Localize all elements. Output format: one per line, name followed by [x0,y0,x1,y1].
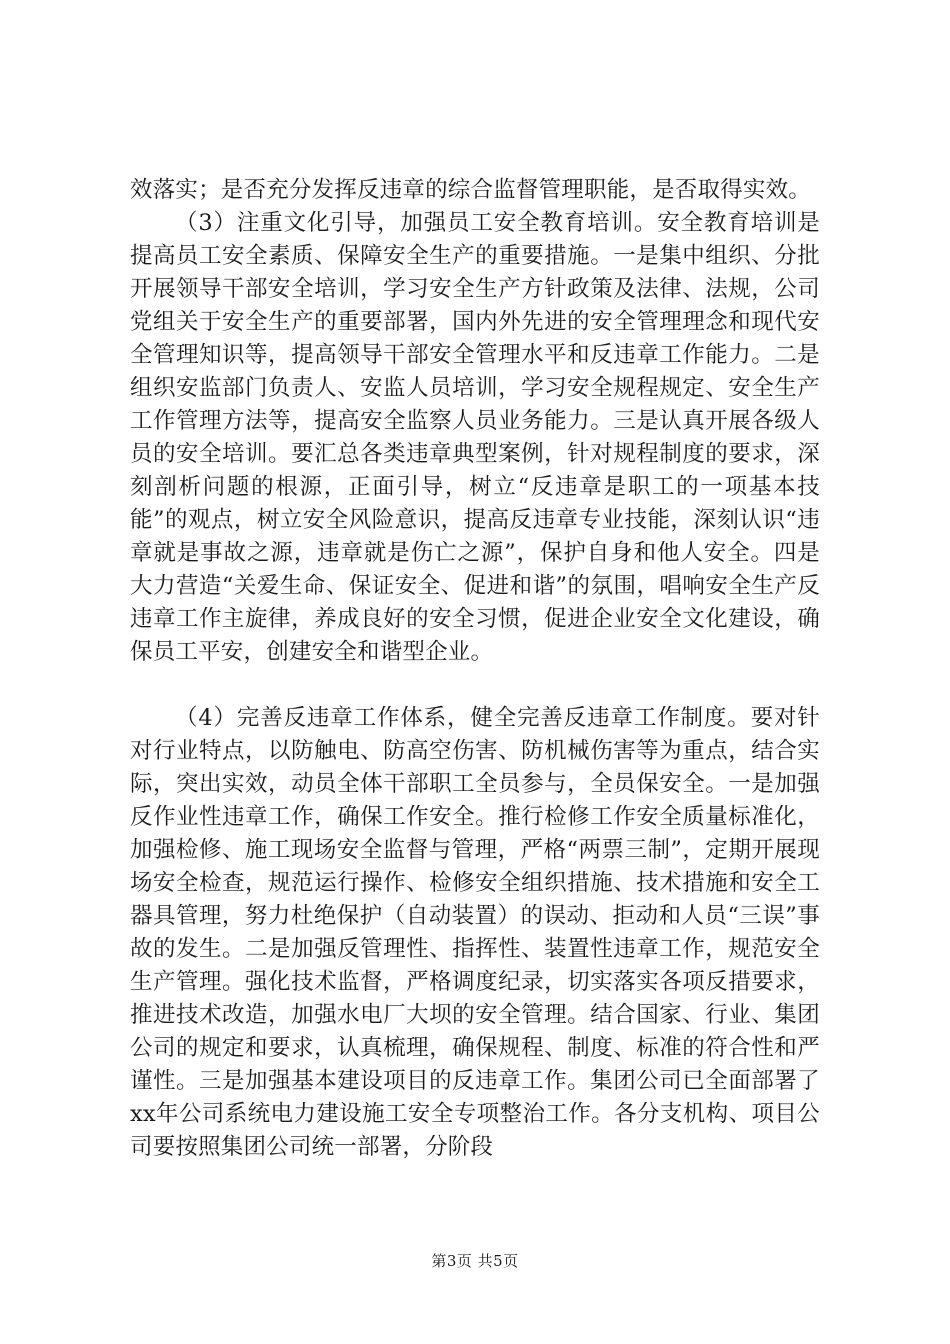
paragraph-culture-guidance: （3）注重文化引导，加强员工安全教育培训。安全教育培训是提高员工安全素质、保障安全生产的重要措施。一是集中组织、分批开展领导干部安全培训，学习安全生产方针政策及法律、法规，公司党组关于安全生产的重要部署，国内外先进的安全管理理念和现代安全管理知识等，提高领导干部安全管理水平和反违章工作能力。二是组织安监部门负责人、安监人员培训，学习安全规程规定、安全生产工作管理方法等，提高安全监察人员业务能力。三是认真开展各级人员的安全培训。要汇总各类违章典型案例，针对规程制度的要求，深刻剖析问题的根源，正面引导，树立“反违章是职工的一项基本技能”的观点，树立安全风险意识，提高反违章专业技能，深刻认识“违章就是事故之源，违章就是伤亡之源”，保护自身和他人安全。四是大力营造“关爱生命、保证安全、促进和谐”的氛围，唱响安全生产反违章工作主旋律，养成良好的安全习惯，促进企业安全文化建设，确保员工平安，创建安全和谐型企业。 [130,210,820,665]
paragraph-work-system: （4）完善反违章工作体系，健全完善反违章工作制度。要对针对行业特点，以防触电、防高空伤害、防机械伤害等为重点，结合实际，突出实效，动员全体干部职工全员参与，全员保安全。一是加强反作业性违章工作，确保工作安全。推行检修工作安全质量标准化，加强检修、施工现场安全监督与管理，严格“两票三制”，定期开展现场安全检查，规范运行操作、检修安全组织措施、技术措施和安全工器具管理，努力杜绝保护（自动装置）的误动、拒动和人员“三误”事故的发生。二是加强反管理性、指挥性、装置性违章工作，规范安全生产管理。强化技术监督，严格调度纪录，切实落实各项反措要求，推进技术改造，加强水电厂大坝的安全管理。结合国家、行业、集团公司的规定和要求，认真梳理，确保规程、制度、标准的符合性和严谨性。三是加强基本建设项目的反违章工作。集团公司已全面部署了xx年公司系统电力建设施工安全专项整治工作。各分支机构、项目公司要按照集团公司统一部署，分阶段 [130,705,820,1160]
paragraph-continuation: 效落实；是否充分发挥反违章的综合监督管理职能，是否取得实效。 [130,177,812,203]
document-body [130,174,820,1164]
paragraph-spacer [130,669,820,702]
page-number: 第3页 共5页 [431,1252,519,1270]
